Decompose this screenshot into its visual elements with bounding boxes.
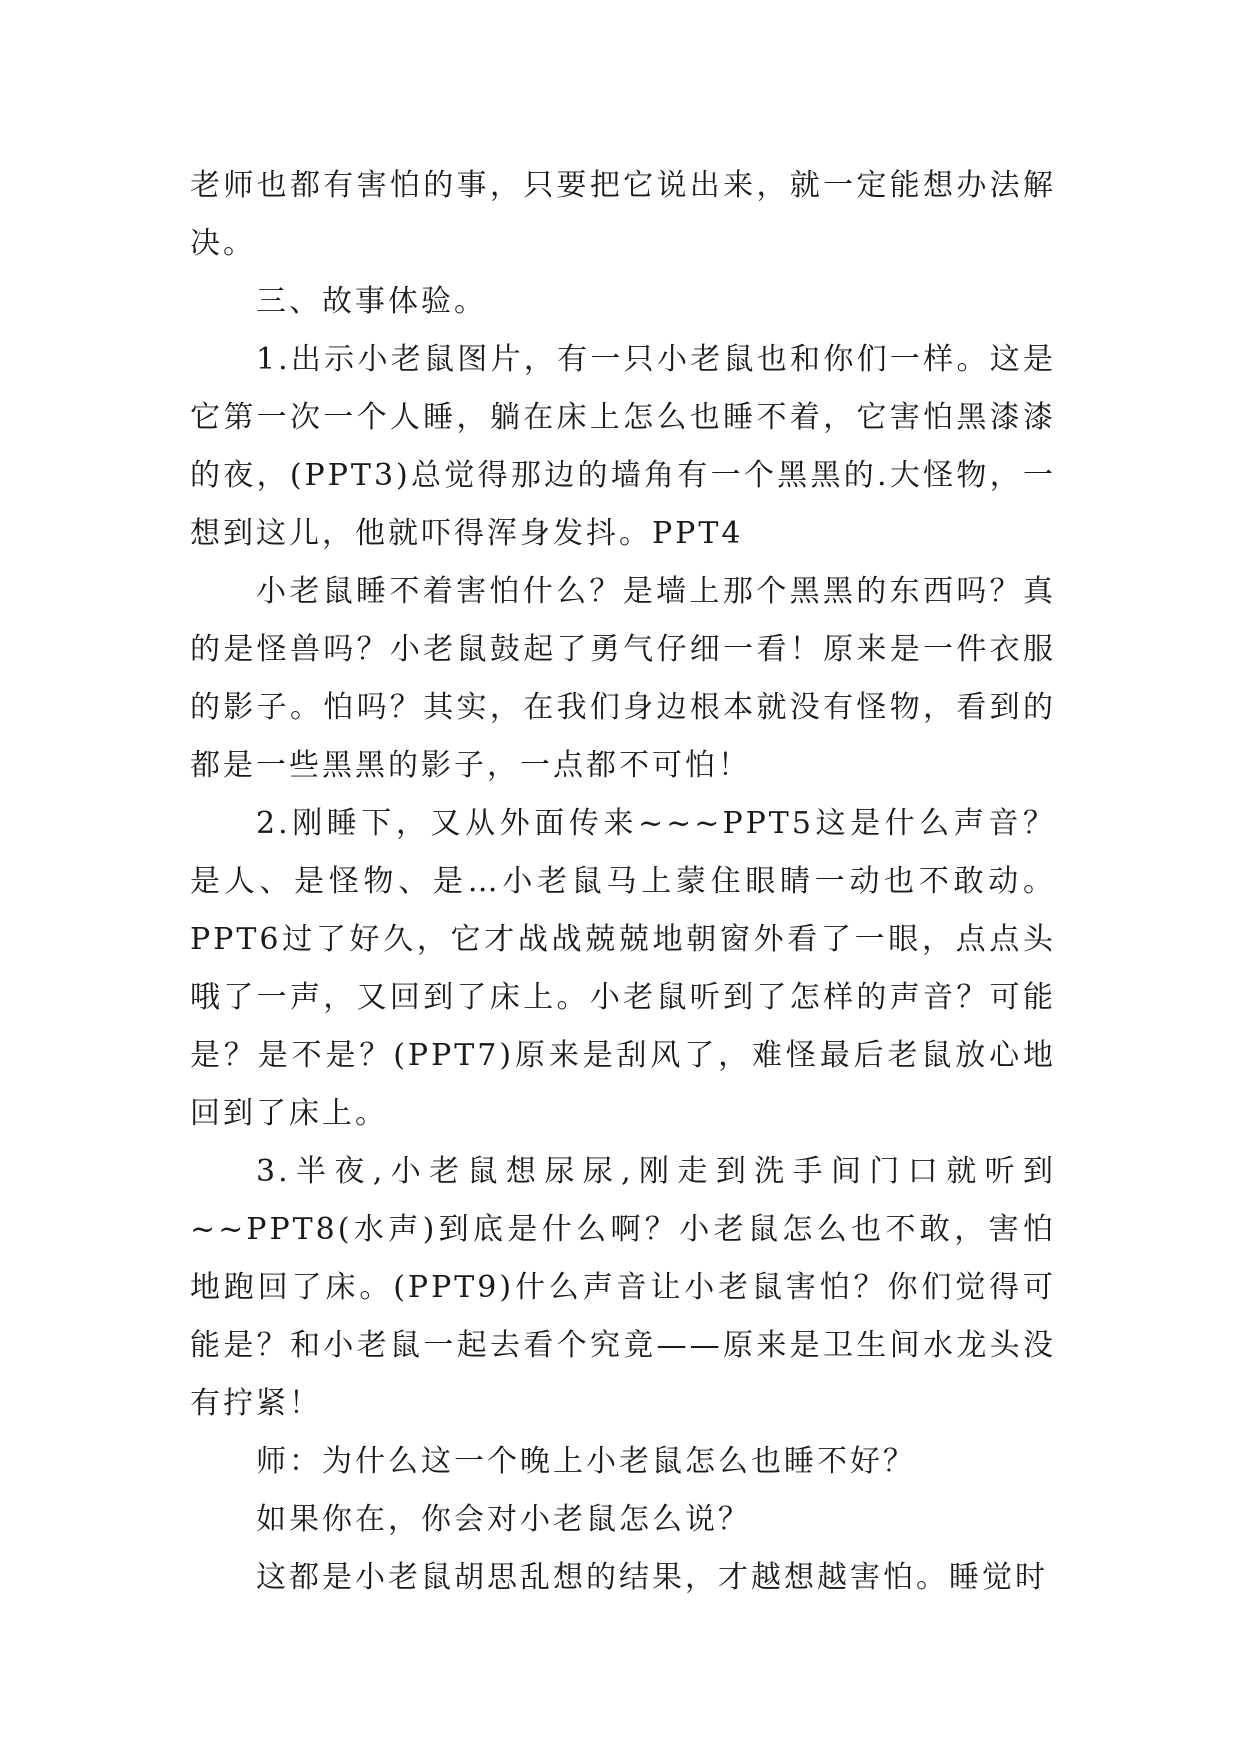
paragraph-step-3: 3.半夜,小老鼠想尿尿,刚走到洗手间门口就听到~~PPT8(水声)到底是什么啊？小老鼠怎么也不敢，害怕地跑回了床。(PPT9)什么声音让小老鼠害怕？你们觉得可能是？和小老鼠一起去看个究竟——原来是卫生间水龙头没有拧紧！: [190, 1154, 1056, 1421]
paragraph-shadow: 小老鼠睡不着害怕什么？是墙上那个黑黑的东西吗？真的是怪兽吗？小老鼠鼓起了勇气仔细一看！原来是一件衣服的影子。怕吗？其实，在我们身边根本就没有怪物，看到的都是一些黑黑的影子，一点都不可怕！: [190, 574, 1056, 783]
paragraph-step-1: 1.出示小老鼠图片，有一只小老鼠也和你们一样。这是它第一次一个人睡，躺在床上怎么也睡不着，它害怕黑漆漆的夜，(PPT3)总觉得那边的墙角有一个黑黑的.大怪物，一想到这儿，他就吓得浑身发抖。PPT4: [190, 342, 1056, 551]
paragraph-step-2: 2.刚睡下，又从外面传来~~~PPT5这是什么声音？是人、是怪物、是…小老鼠马上蒙住眼睛一动也不敢动。PPT6过了好久，它才战战兢兢地朝窗外看了一眼，点点头哦了一声，又回到了床上。小老鼠听到了怎样的声音？可能是？是不是？(PPT7)原来是刮风了，难怪最后老鼠放心地回到了床上。: [190, 806, 1056, 1131]
document-body: [190, 157, 1056, 1607]
paragraph-continuation: 老师也都有害怕的事，只要把它说出来，就一定能想办法解决。: [190, 168, 1056, 261]
paragraph-teacher-question: 师：为什么这一个晚上小老鼠怎么也睡不好？: [256, 1444, 916, 1479]
paragraph-if-you-were-there: 如果你在，你会对小老鼠怎么说？: [256, 1502, 751, 1537]
paragraph-conclusion: 这都是小老鼠胡思乱想的结果，才越想越害怕。睡觉时: [256, 1560, 1048, 1595]
section-heading-story-experience: 三、故事体验。: [256, 284, 487, 319]
